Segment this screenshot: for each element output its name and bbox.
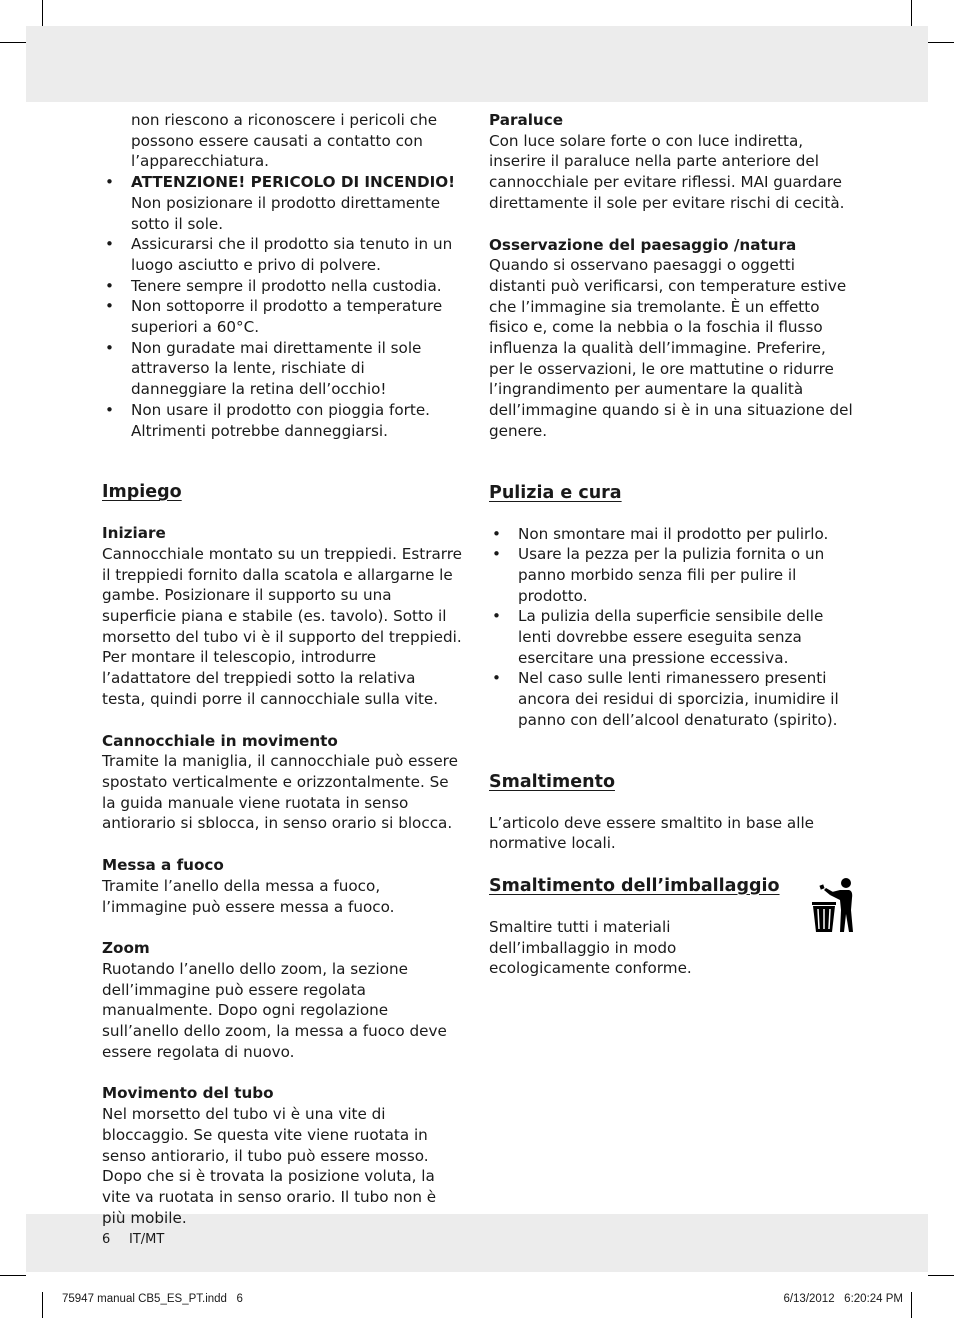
intro-continuation: non riescono a riconoscere i pericoli che possono essere causati a contatto con l’apparecchiatura. — [131, 111, 438, 171]
crop-mark — [928, 1275, 954, 1276]
section-title-impiego: Impiego — [102, 482, 182, 503]
list-item-text: Tenere sempre il prodotto nella custodia. — [131, 276, 442, 295]
left-column — [102, 110, 462, 1228]
bullet: • — [105, 400, 114, 419]
list-item-text: Non sottoporre il prodotto a temperature superiori a 60°C. — [131, 297, 443, 337]
subheading-fuoco: Messa a fuoco — [102, 856, 224, 875]
safety-list — [102, 172, 462, 441]
list-item-text: Non smontare mai il prodotto per pulirlo. — [518, 524, 829, 543]
bullet: • — [105, 338, 114, 357]
subheading-paraluce: Paraluce — [489, 111, 564, 129]
list-item — [102, 296, 462, 337]
page-number: 6 — [102, 1232, 111, 1247]
bullet: • — [492, 545, 501, 564]
bullet: • — [492, 607, 501, 626]
paragraph-fuoco: Tramite l’anello della messa a fuoco, l’immagine può essere messa a fuoco. — [102, 876, 395, 916]
bullet: • — [492, 669, 501, 688]
list-item-text: Non usare il prodotto con pioggia forte. Altrimenti potrebbe danneggiarsi. — [131, 400, 430, 440]
right-column — [489, 110, 855, 979]
subheading-movimento: Cannocchiale in movimento — [102, 731, 338, 750]
section-title-imballaggio: Smaltimento dell’imballaggio — [489, 875, 780, 896]
paragraph-paraluce: Con luce solare forte o con luce indiretta, inserire il paraluce nella parte anteriore del cannocchiale per evitare riflessi. MAI guardare direttamente il sole per evitare rischi di cecità. — [489, 131, 845, 212]
header-band — [26, 26, 928, 102]
list-item — [102, 172, 462, 234]
paragraph-smaltimento: L’articolo deve essere smaltito in base alle normative locali. — [489, 813, 815, 853]
print-slug-file: 75947 manual CB5_ES_PT.indd 6 — [62, 1293, 243, 1305]
crop-mark — [0, 42, 26, 43]
paragraph-movimento: Tramite la maniglia, il cannocchiale può essere spostato verticalmente e orizzontalmente. Se la guida manuale viene ruotata in senso antiorario si sblocca, in senso orario si blocca. — [102, 752, 458, 833]
bullet: • — [105, 276, 114, 295]
list-item — [489, 668, 855, 730]
list-item — [489, 524, 855, 545]
print-slug-timestamp: 6/13/2012 6:20:24 PM — [783, 1293, 903, 1305]
list-item — [489, 606, 855, 668]
list-item — [102, 276, 462, 297]
crop-mark — [42, 1292, 43, 1318]
bullet: • — [105, 173, 114, 192]
crop-mark — [0, 1275, 26, 1276]
bullet: • — [105, 297, 114, 316]
section-title-smaltimento: Smaltimento — [489, 771, 615, 792]
language-code: IT/MT — [129, 1232, 165, 1247]
bullet: • — [492, 524, 501, 543]
warning-bold: ATTENZIONE! PERICOLO DI INCENDIO! — [131, 173, 456, 192]
bullet: • — [105, 235, 114, 254]
list-item-text: Assicurarsi che il prodotto sia tenuto in un luogo asciutto e privo di polvere. — [131, 235, 453, 274]
paragraph-zoom: Ruotando l’anello dello zoom, la sezione dell’immagine può essere regolata manualmente. Dopo ogni regolazione sull’anello dello zoom, la messa a fuoco deve essere regolata di nuovo. — [102, 959, 447, 1061]
subheading-paesaggio: Osservazione del paesaggio /natura — [489, 235, 797, 254]
crop-mark — [928, 42, 954, 43]
subheading-tubo: Movimento del tubo — [102, 1084, 274, 1103]
crop-mark — [911, 0, 912, 26]
list-item-text: Nel caso sulle lenti rimanessero presenti ancora dei residui di sporcizia, inumidire il panno con dell’alcool denaturato (spirito). — [518, 669, 839, 729]
paragraph-iniziare: Cannocchiale montato su un treppiedi. Estrarre il treppiedi fornito dalla scatola e allargarne le gambe. Posizionare il supporto su una superficie piana e stabile (es. tavolo). Sotto il morsetto del tubo vi è il supporto del treppiedi. Per montare il telescopio, introdurre l’adattatore del treppiedi sotto la relativa testa, quindi porre il cannocchiale sulla vite. — [102, 544, 463, 708]
paragraph-paesaggio: Quando si osservano paesaggi o oggetti distanti può verificarsi, con temperature estive che l’immagine sia tremolante. È un effetto fisico e, come la nebbia o la foschia il flusso influenza la qualità dell’immagine. Preferire, per le osservazioni, le ore mattutine o ridurre l’ingrandimento per aumentare la qualità dell’immagine quando si è in una situazione del genere. — [489, 256, 853, 440]
list-item — [489, 544, 855, 606]
list-item-text: Non posizionare il prodotto direttamente sotto il sole. — [131, 193, 441, 233]
section-title-pulizia: Pulizia e cura — [489, 482, 622, 503]
tidyman-recycle-bin-icon — [810, 876, 854, 932]
list-item-text: La pulizia della superficie sensibile delle lenti dovrebbe essere eseguita senza esercitare una pressione eccessiva. — [518, 607, 824, 667]
subheading-zoom: Zoom — [102, 939, 150, 958]
crop-mark — [911, 1292, 912, 1318]
list-item — [102, 400, 462, 441]
list-item — [102, 234, 462, 275]
list-item-text: Non guradate mai direttamente il sole attraverso la lente, rischiate di danneggiare la retina dell’occhio! — [131, 338, 422, 399]
list-item — [102, 338, 462, 400]
list-item-text: Usare la pezza per la pulizia fornita o un panno morbido senza fili per pulire il prodotto. — [518, 545, 825, 605]
paragraph-imballaggio: Smaltire tutti i materiali dell’imballaggio in modo ecologicamente conforme. — [489, 917, 692, 978]
cleaning-list — [489, 524, 855, 731]
paragraph-tubo: Nel morsetto del tubo vi è una vite di bloccaggio. Se questa vite viene ruotata in senso antiorario, il tubo può essere mosso. Dopo che si è trovata la posizione voluta, la vite va ruotata in senso orario. Il tubo non è più mobile. — [102, 1105, 437, 1227]
subheading-iniziare: Iniziare — [102, 524, 166, 543]
crop-mark — [42, 0, 43, 26]
